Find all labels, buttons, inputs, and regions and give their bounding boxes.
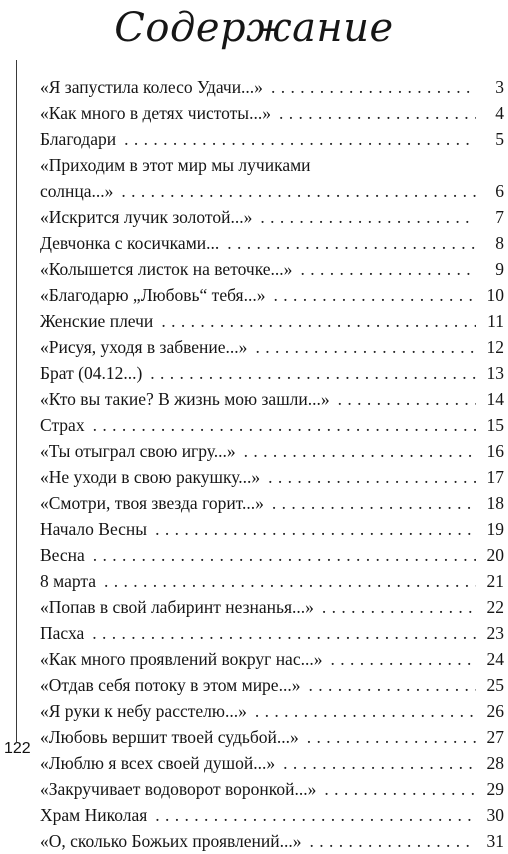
toc-entry: [40, 698, 504, 724]
toc-entry-title: «Смотри, твоя звезда горит...»: [40, 493, 264, 513]
toc-entry-page: 11: [487, 311, 504, 331]
toc-entry: [40, 464, 504, 490]
toc-entry: [40, 594, 504, 620]
toc-entry: [40, 412, 504, 438]
toc-entry: [40, 230, 504, 256]
toc-entry: [40, 386, 504, 412]
dot-leader: [161, 308, 476, 334]
toc-entry: [40, 620, 504, 646]
toc-entry-page: 15: [486, 415, 504, 435]
toc-entry-page: 26: [486, 701, 504, 721]
toc-entry-title: «Попав в свой лабиринт незнанья...»: [40, 597, 314, 617]
dot-leader: [155, 516, 476, 542]
dot-leader: [273, 282, 476, 308]
toc-entry: [40, 282, 504, 308]
dot-leader: [272, 490, 476, 516]
toc-entry-page: 16: [486, 441, 504, 461]
toc-entry: [40, 74, 504, 100]
toc-entry-title: «Рисуя, уходя в забвение...»: [40, 337, 248, 357]
toc-entry-title-line1: «Приходим в этот мир мы лучиками: [40, 155, 311, 175]
toc-entry: [40, 724, 504, 750]
toc-entry-title: «Ты отыграл свою игру...»: [40, 441, 236, 461]
toc-entry-title: «Как много проявлений вокруг нас...»: [40, 649, 323, 669]
toc-entry: [40, 750, 504, 776]
margin-rule: [16, 60, 17, 742]
toc-entry: [40, 256, 504, 282]
toc-entry: [40, 360, 504, 386]
toc-entry-page: 25: [486, 675, 504, 695]
dot-leader: [283, 750, 476, 776]
toc-entry-title: «Отдав себя потоку в этом мире...»: [40, 675, 301, 695]
dot-leader: [268, 464, 476, 490]
toc-entry-title: «Закручивает водоворот воронкой...»: [40, 779, 317, 799]
toc-entry-page: 24: [486, 649, 504, 669]
toc-entry-title: «Колышется листок на веточке...»: [40, 259, 293, 279]
toc-entry: [40, 776, 504, 802]
toc-entry-page: 13: [486, 363, 504, 383]
toc-entry-title: солнца...»: [40, 181, 114, 201]
dot-leader: [307, 724, 476, 750]
toc-entry-page: 6: [495, 181, 504, 201]
page-title: Содержание: [114, 5, 394, 51]
toc-entry: [40, 672, 504, 698]
toc-entry-title: Благодари: [40, 129, 117, 149]
toc-entry: [40, 334, 504, 360]
toc-entry-page: 14: [486, 389, 504, 409]
toc-entry-page: 10: [486, 285, 504, 305]
toc-entry-page: 21: [486, 571, 504, 591]
toc-entry-page: 3: [495, 77, 504, 97]
toc-entry-title: «Как много в детях чистоты...»: [40, 103, 271, 123]
toc-entry-page: 4: [495, 103, 504, 123]
toc-entry-title: Брат (04.12...): [40, 363, 143, 383]
dot-leader: [93, 542, 476, 568]
dot-leader: [338, 386, 476, 412]
dot-leader: [93, 412, 476, 438]
toc-entry: [40, 542, 504, 568]
toc-entry-title: «Люблю я всех своей душой...»: [40, 753, 276, 773]
toc-entry-page: 7: [495, 207, 504, 227]
toc-entry: [40, 516, 504, 542]
toc-entry-page: 23: [486, 623, 504, 643]
toc-entry-page: 18: [486, 493, 504, 513]
toc-entry-page: 12: [486, 337, 504, 357]
dot-leader: [322, 594, 476, 620]
dot-leader: [330, 646, 476, 672]
toc-entry: [40, 152, 504, 204]
toc-entry-page: 31: [486, 831, 504, 851]
toc-entry-title: «Кто вы такие? В жизнь мою зашли...»: [40, 389, 330, 409]
toc-entry: [40, 438, 504, 464]
toc-entry-page: 22: [486, 597, 504, 617]
toc-entry-page: 5: [495, 129, 504, 149]
toc-entry-title: Весна: [40, 545, 85, 565]
dot-leader: [124, 126, 476, 152]
toc-entry-title: «Искрится лучик золотой...»: [40, 207, 253, 227]
toc-entry-title: «Любовь вершит твоей судьбой...»: [40, 727, 299, 747]
dot-leader: [260, 204, 476, 230]
toc-entry-title: «Я запустила колесо Удачи...»: [40, 77, 263, 97]
toc-entry: [40, 646, 504, 672]
dot-leader: [150, 360, 476, 386]
dot-leader: [227, 230, 476, 256]
toc-entry-page: 27: [486, 727, 504, 747]
toc-entry-title: «Не уходи в свою ракушку...»: [40, 467, 261, 487]
toc-entry-title: «Я руки к небу расстелю...»: [40, 701, 247, 721]
dot-leader: [279, 100, 476, 126]
toc-entry-page: 30: [486, 805, 504, 825]
toc-entry-title: «О, сколько Божьих проявлений...»: [40, 831, 302, 851]
toc-entry-page: 28: [486, 753, 504, 773]
toc-entry-title: Пасха: [40, 623, 85, 643]
toc-entry-title: Начало Весны: [40, 519, 148, 539]
page-number: 122: [4, 740, 31, 757]
toc-entry-page: 17: [486, 467, 504, 487]
dot-leader: [92, 620, 476, 646]
toc-entry-title: «Благодарю „Любовь“ тебя...»: [40, 285, 266, 305]
toc-entry-title: 8 марта: [40, 571, 96, 591]
toc-entry-page: 19: [486, 519, 504, 539]
toc-entry-page: 8: [495, 233, 504, 253]
toc-entry-page: 9: [495, 259, 504, 279]
table-of-contents: [40, 74, 504, 854]
toc-entry-title: Женские плечи: [40, 311, 154, 331]
toc-entry-page: 29: [486, 779, 504, 799]
dot-leader: [308, 672, 476, 698]
dot-leader: [324, 776, 476, 802]
dot-leader: [300, 256, 476, 282]
dot-leader: [255, 334, 476, 360]
toc-entry: [40, 204, 504, 230]
toc-entry: [40, 126, 504, 152]
toc-entry: [40, 568, 504, 594]
toc-entry-title: Страх: [40, 415, 85, 435]
toc-entry-title: Девчонка с косичками...: [40, 233, 220, 253]
toc-entry: [40, 828, 504, 854]
toc-entry-title: Храм Николая: [40, 805, 148, 825]
dot-leader: [121, 178, 476, 204]
dot-leader: [155, 802, 476, 828]
dot-leader: [104, 568, 476, 594]
dot-leader: [271, 74, 476, 100]
toc-entry: [40, 308, 504, 334]
dot-leader: [310, 828, 476, 854]
toc-entry-page: 20: [486, 545, 504, 565]
dot-leader: [255, 698, 476, 724]
dot-leader: [244, 438, 476, 464]
toc-entry: [40, 100, 504, 126]
toc-entry: [40, 802, 504, 828]
toc-entry: [40, 490, 504, 516]
